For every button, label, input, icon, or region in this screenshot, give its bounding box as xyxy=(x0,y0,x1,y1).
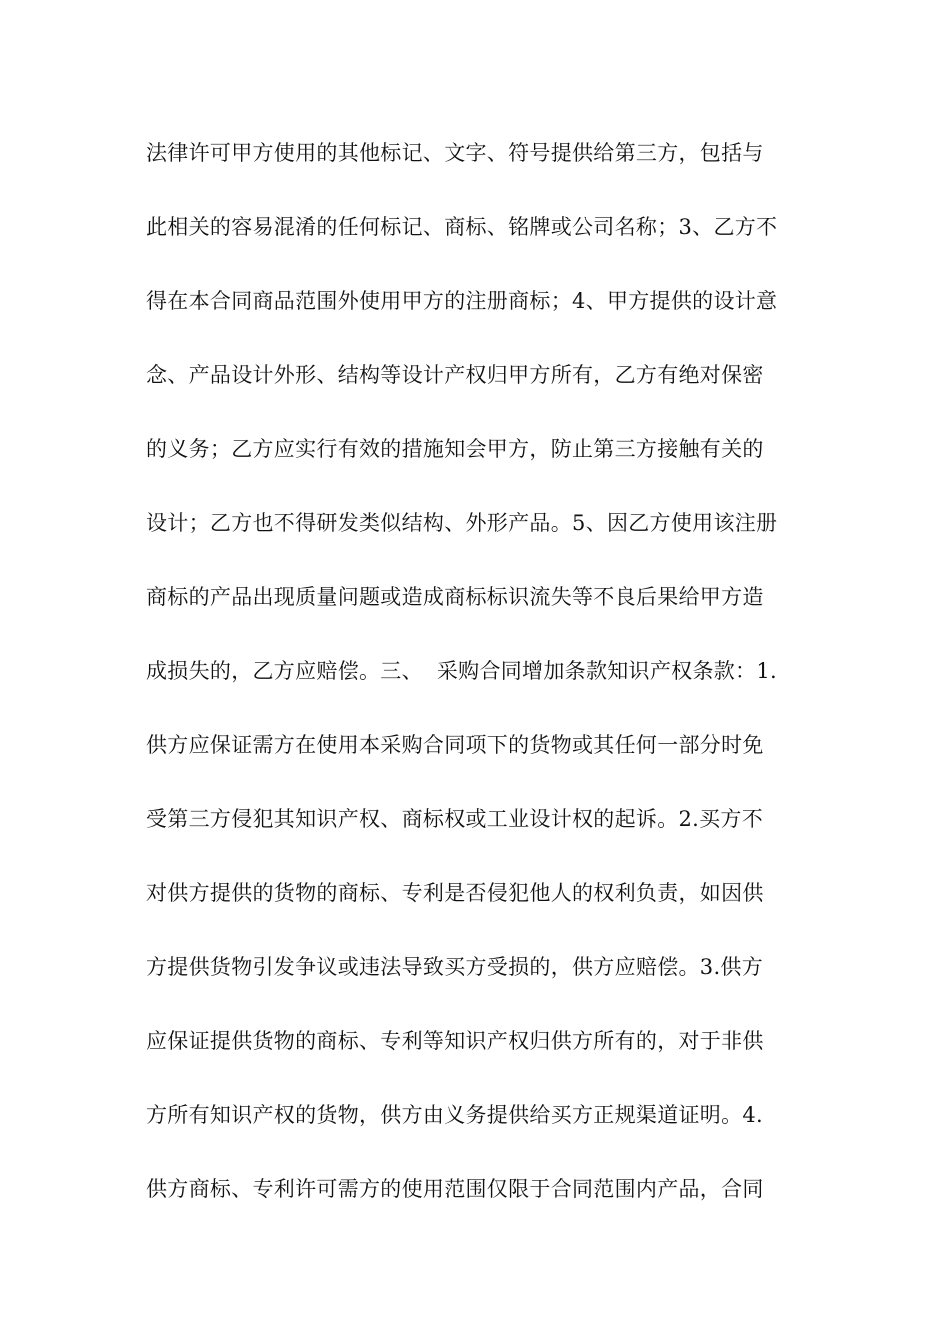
text-line: 法律许可甲方使用的其他标记、文字、符号提供给第三方，包括与 xyxy=(146,141,764,165)
body-text xyxy=(146,128,816,1238)
text-line: 设计；乙方也不得研发类似结构、外形产品。5、因乙方使用该注册 xyxy=(146,511,778,535)
text-line: 供方应保证需方在使用本采购合同项下的货物或其任何一部分时免 xyxy=(146,733,764,757)
text-line: 成损失的，乙方应赔偿。三、 采购合同增加条款知识产权条款：1. xyxy=(146,659,777,683)
text-line: 的义务；乙方应实行有效的措施知会甲方，防止第三方接触有关的 xyxy=(146,437,764,461)
text-line: 对供方提供的货物的商标、专利是否侵犯他人的权利负责，如因供 xyxy=(146,881,764,905)
text-line: 受第三方侵犯其知识产权、商标权或工业设计权的起诉。2.买方不 xyxy=(146,807,764,831)
text-line: 方所有知识产权的货物，供方由义务提供给买方正规渠道证明。4. xyxy=(146,1103,764,1127)
text-line: 念、产品设计外形、结构等设计产权归甲方所有，乙方有绝对保密 xyxy=(146,363,764,387)
text-line: 方提供货物引发争议或违法导致买方受损的，供方应赔偿。3.供方 xyxy=(146,955,764,979)
text-line: 得在本合同商品范围外使用甲方的注册商标；4、甲方提供的设计意 xyxy=(146,289,778,313)
text-line: 应保证提供货物的商标、专利等知识产权归供方所有的，对于非供 xyxy=(146,1029,764,1053)
text-line: 供方商标、专利许可需方的使用范围仅限于合同范围内产品，合同 xyxy=(146,1177,764,1201)
text-line: 商标的产品出现质量问题或造成商标标识流失等不良后果给甲方造 xyxy=(146,585,764,609)
text-line: 此相关的容易混淆的任何标记、商标、铭牌或公司名称；3、乙方不 xyxy=(146,215,778,239)
